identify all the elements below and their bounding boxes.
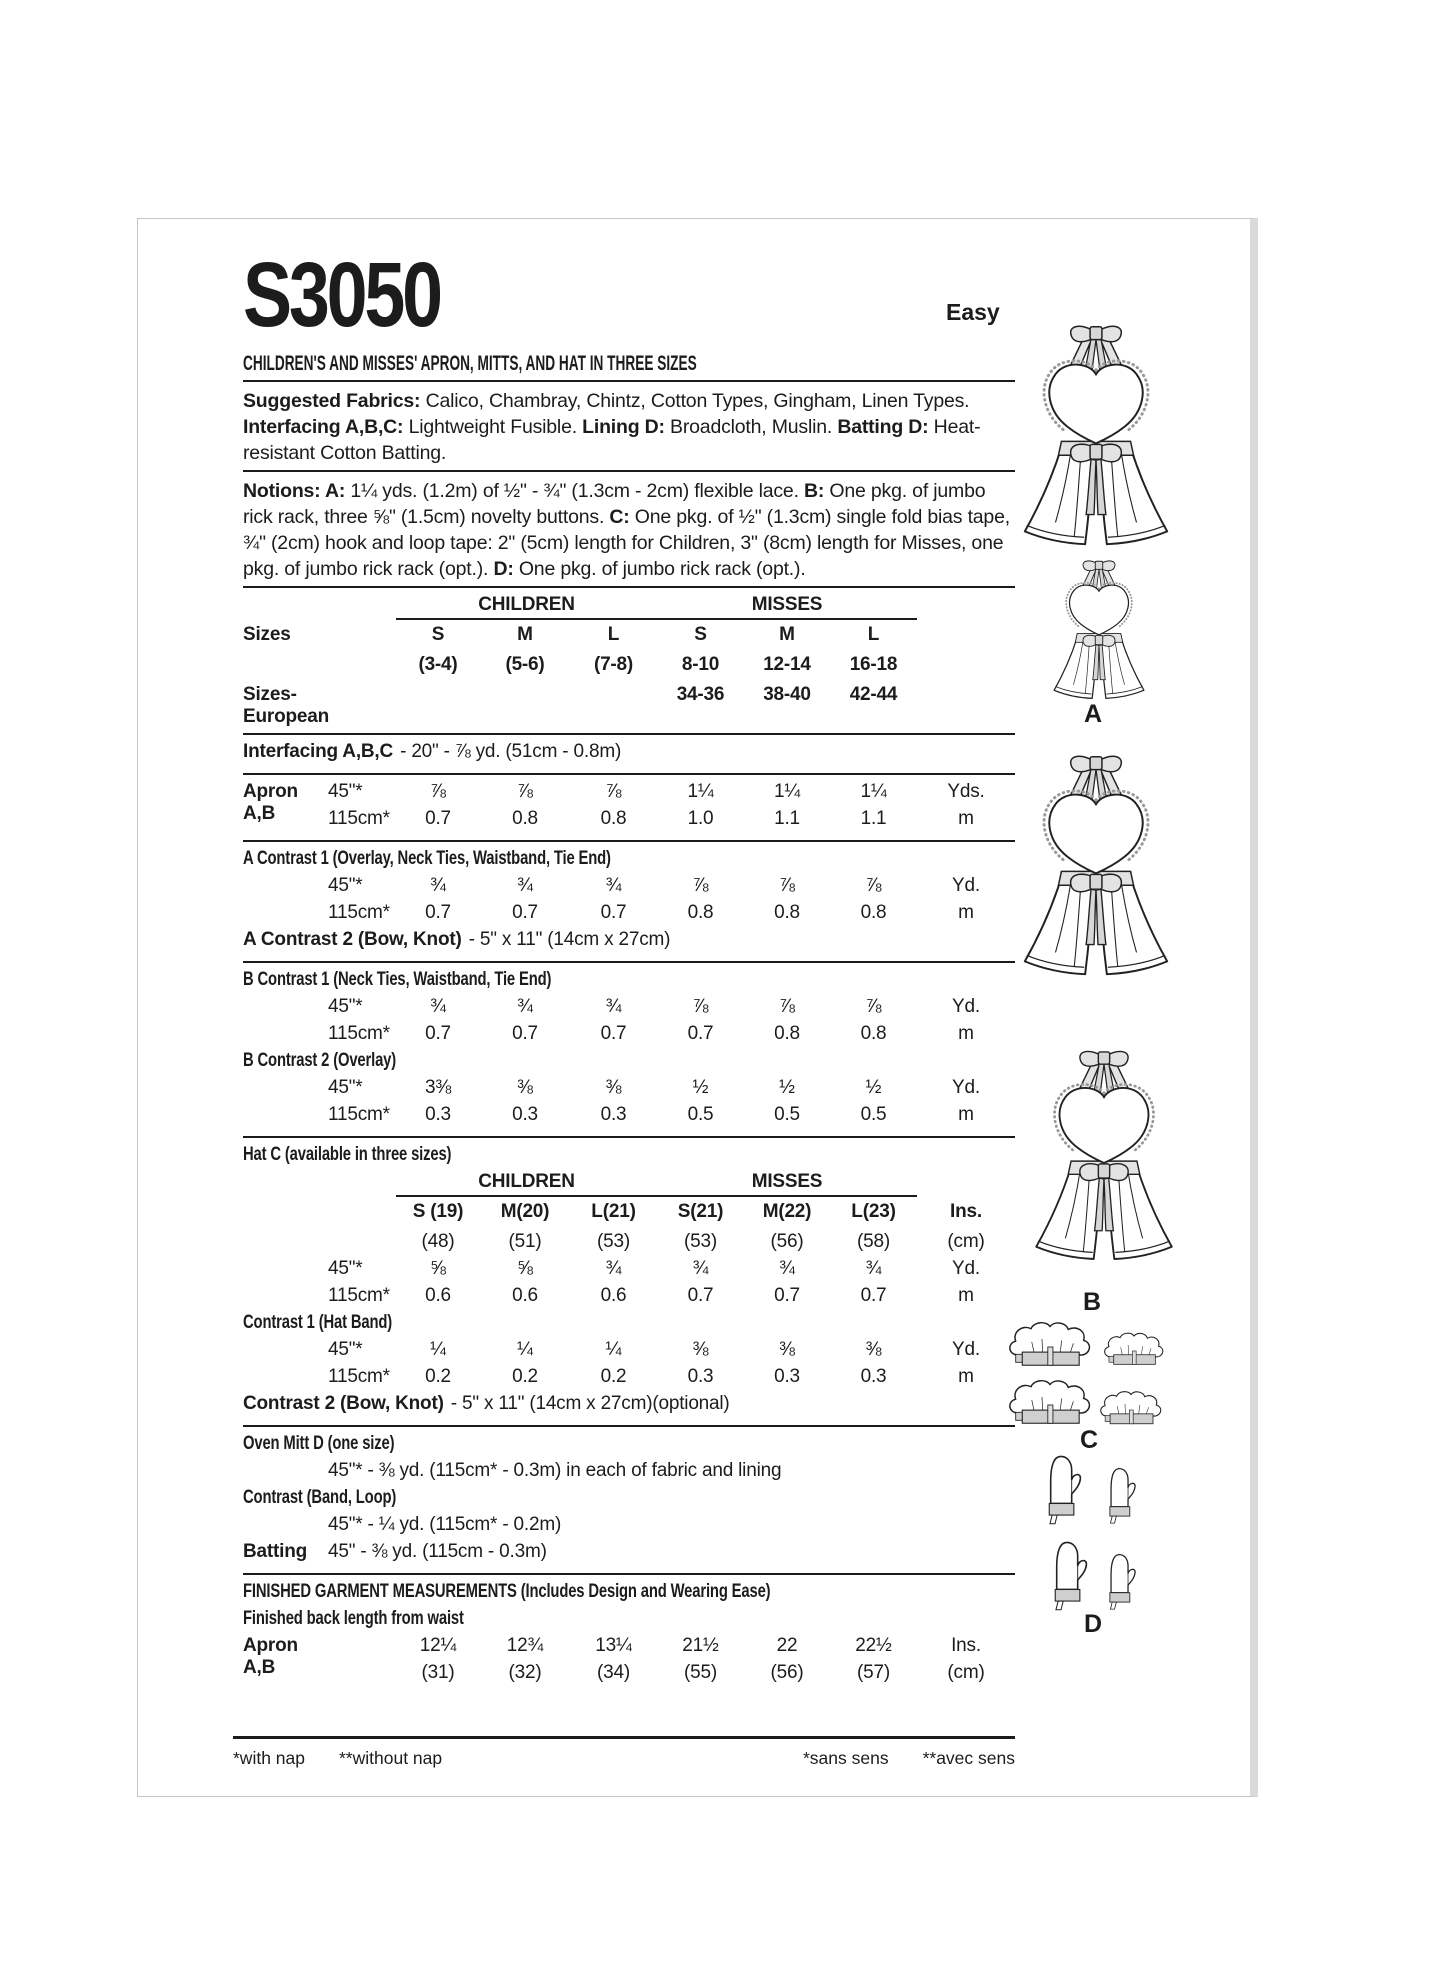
figure-label-b: B (1083, 1288, 1102, 1316)
table-cell: ⅞ (605, 781, 622, 802)
table-cell: 42-44 (849, 684, 898, 705)
table-cell: 0.7 (512, 1023, 538, 1044)
table-cell (243, 1581, 1015, 1603)
divider (243, 470, 1015, 472)
table-row (243, 1541, 1015, 1575)
table-cell: 45"* - ⅜ yd. (115cm* - 0.3m) in each of fabric and lining (328, 1460, 782, 1481)
table-cell: (7-8) (593, 654, 634, 675)
table-cell: 115cm* (328, 1366, 390, 1387)
table-cell: ⅜ (517, 1077, 533, 1098)
table-cell: m (958, 1104, 974, 1125)
table-cell: ⅞ (865, 996, 882, 1017)
difficulty-badge: Easy (946, 299, 1000, 325)
table-cell: 0.3 (425, 1104, 451, 1125)
table-cell: 45"* (328, 1077, 363, 1098)
table-cell: A Contrast 2 (Bow, Knot) - 5" x 11" (14cm x 27cm) (243, 929, 671, 950)
apron-view-a-back-illustration (1046, 556, 1152, 703)
figure-label-d: D (1084, 1610, 1103, 1638)
table-cell: 45"* (328, 875, 363, 896)
footer-note: *with nap (233, 1748, 305, 1768)
table-cell: 0.8 (774, 1023, 800, 1044)
table-cell: 13¼ (595, 1635, 632, 1656)
table-cell: Ins. (950, 1201, 982, 1222)
table-cell: ⅜ (779, 1339, 795, 1360)
table-cell: 1¼ (773, 781, 800, 802)
table-cell: 45"* (328, 1339, 363, 1360)
table-cell: M (517, 624, 533, 645)
table-row (243, 1608, 1015, 1635)
table-cell: ¾ (517, 875, 533, 896)
table-cell: 12-14 (763, 654, 811, 675)
table-cell: (3-4) (418, 654, 458, 675)
chef-hat-large-back-illustration (1006, 1378, 1094, 1432)
table-row (243, 1339, 1015, 1366)
table-row (243, 1393, 1015, 1427)
table-cell: Apron A,B (243, 781, 298, 824)
table-cell: 0.7 (512, 902, 538, 923)
table-cell: 0.8 (860, 902, 887, 923)
footer-note: *sans sens (802, 1748, 889, 1768)
fabrics-paragraph: Suggested Fabrics: Calico, Chambray, Chintz, Cotton Types, Gingham, Linen Types. Interfacing A,B,C: Lightweight Fusible. Lining D: Broadcloth, Muslin. Batting D: Heat-resistant Cotton Batting. (243, 390, 981, 464)
table-cell: 0.8 (774, 902, 800, 923)
table-cell: Interfacing A,B,C - 20" - ⅞ yd. (51cm - 0.8m) (243, 741, 622, 762)
table-cell: 45"* (328, 1258, 363, 1279)
table-cell: 0.7 (860, 1285, 887, 1306)
table-cell: MISSES (657, 594, 917, 620)
table-cell: L (867, 624, 880, 645)
table-cell: B Contrast 1 (Neck Ties, Waistband, Tie End) (243, 969, 552, 990)
table-cell: ¼ (605, 1339, 622, 1360)
table-cell: 45"* - ¼ yd. (115cm* - 0.2m) (328, 1514, 562, 1535)
table-cell (243, 969, 1015, 991)
table-cell: 0.8 (687, 902, 714, 923)
table-cell: Sizes-European (243, 684, 330, 727)
table-cell: M(20) (500, 1201, 550, 1222)
table-cell: Contrast 2 (Bow, Knot) - 5" x 11" (14cm x 27cm)(optional) (243, 1393, 730, 1414)
table-row (243, 1104, 1015, 1138)
table-cell: 0.5 (687, 1104, 714, 1125)
oven-mitt-small-illustration (1104, 1464, 1138, 1526)
table-cell: m (958, 1285, 974, 1306)
table-cell: 1.1 (774, 808, 800, 829)
table-row (243, 1662, 1015, 1689)
table-cell: ⅞ (692, 996, 709, 1017)
bold-text: C: (609, 506, 630, 528)
table-cell: ½ (779, 1077, 795, 1098)
table-cell: 115cm* (328, 1104, 390, 1125)
table-cell: ½ (692, 1077, 709, 1098)
table-row (243, 1460, 1015, 1487)
table-cell: 1¼ (687, 781, 714, 802)
table-cell: Oven Mitt D (one size) (243, 1433, 395, 1454)
table-cell: 45" - ⅜ yd. (115cm - 0.3m) (328, 1541, 547, 1562)
table-cell: (51) (508, 1231, 542, 1252)
yardage-table (243, 594, 1015, 1689)
bold-text: A Contrast 2 (Bow, Knot) (243, 929, 462, 950)
oven-mitt-large-back-illustration (1048, 1538, 1090, 1612)
table-cell: (53) (597, 1231, 630, 1252)
table-cell: 0.6 (600, 1285, 627, 1306)
table-cell: m (958, 1366, 974, 1387)
table-row (243, 875, 1015, 902)
table-cell: ¾ (779, 1258, 795, 1279)
bold-text: Notions: A: (243, 480, 346, 502)
table-row (243, 624, 1015, 654)
main-content (243, 352, 1015, 1689)
table-cell: (31) (421, 1662, 455, 1683)
table-cell: 16-18 (849, 654, 898, 675)
table-cell: 0.3 (687, 1366, 714, 1387)
oven-mitt-small-back-illustration (1104, 1550, 1138, 1612)
table-cell: ¾ (517, 996, 533, 1017)
table-cell: S (19) (412, 1201, 464, 1222)
table-cell: 21½ (682, 1635, 719, 1656)
table-cell: Ins. (951, 1635, 981, 1656)
table-cell: (56) (770, 1231, 804, 1252)
table-cell (243, 848, 1015, 870)
table-cell: (53) (684, 1231, 717, 1252)
table-row (243, 1050, 1015, 1077)
apron-view-b-front-illustration (1012, 748, 1180, 982)
table-cell: 0.5 (774, 1104, 800, 1125)
table-row (243, 1433, 1015, 1460)
table-cell: 1.1 (860, 808, 887, 829)
table-cell: 115cm* (328, 808, 390, 829)
table-cell: ¾ (430, 875, 446, 896)
table-cell: m (958, 1023, 974, 1044)
table-row (243, 594, 1015, 624)
table-cell: 0.7 (425, 1023, 451, 1044)
table-row (243, 1144, 1015, 1171)
table-cell: (57) (857, 1662, 890, 1683)
footer (233, 1736, 1015, 1769)
bold-text: Batting D: (837, 416, 929, 438)
table-cell: ⅞ (692, 875, 709, 896)
table-cell: Yd. (952, 1258, 980, 1279)
table-cell: 0.8 (860, 1023, 887, 1044)
table-cell: 8-10 (681, 654, 720, 675)
table-cell: ⅜ (605, 1077, 622, 1098)
table-cell: ¼ (517, 1339, 533, 1360)
table-cell: 45"* (328, 996, 363, 1017)
bold-text: D: (493, 558, 514, 580)
table-cell: (32) (508, 1662, 542, 1683)
table-cell: B Contrast 2 (Overlay) (243, 1050, 397, 1071)
table-row (243, 1231, 1015, 1258)
table-cell: m (958, 808, 974, 829)
table-cell: CHILDREN (396, 594, 657, 620)
table-cell: Apron A,B (243, 1635, 298, 1678)
table-cell: FINISHED GARMENT MEASUREMENTS (Includes Design and Wearing Ease) (243, 1581, 771, 1602)
table-cell: 45"* (328, 781, 363, 802)
bold-text: Interfacing A,B,C (243, 741, 394, 762)
footer-right (803, 1748, 1015, 1769)
table-cell: ⅞ (779, 875, 795, 896)
table-cell: ¾ (692, 1258, 709, 1279)
table-row (243, 1171, 1015, 1201)
table-cell: 0.5 (860, 1104, 887, 1125)
table-row (243, 929, 1015, 963)
table-cell: 0.3 (600, 1104, 627, 1125)
table-cell: (56) (770, 1662, 804, 1683)
table-cell: ¾ (865, 1258, 882, 1279)
table-cell: M (779, 624, 795, 645)
table-row (243, 684, 1015, 735)
table-cell: 0.6 (512, 1285, 538, 1306)
table-cell: 0.8 (600, 808, 627, 829)
table-cell: Finished back length from waist (243, 1608, 464, 1629)
table-cell: CHILDREN (396, 1171, 657, 1197)
table-cell: (5-6) (505, 654, 545, 675)
table-row (243, 1201, 1015, 1231)
table-cell: Batting (243, 1541, 308, 1562)
table-cell: 0.7 (687, 1023, 714, 1044)
notions-paragraph: Notions: A: 1¼ yds. (1.2m) of ½" - ¾" (1.3cm - 2cm) flexible lace. B: One pkg. of jumbo rick rack, three ⅝" (1.5cm) novelty buttons. C: One pkg. of ½" (1.3cm) single fold bias tape, ¾" (2cm) hook and loop tape: 2" (5cm) length for Children, 3" (8cm) length for Misses, one pkg. of jumbo rick rack (opt.). D: One pkg. of jumbo rick rack (opt.). (243, 480, 1010, 580)
table-cell (243, 1487, 1015, 1509)
table-cell: 1¼ (860, 781, 887, 802)
table-cell: Hat C (available in three sizes) (243, 1144, 452, 1165)
table-cell: M(22) (762, 1201, 812, 1222)
figure-label-a: A (1084, 700, 1103, 728)
table-cell: m (958, 902, 974, 923)
table-cell: ¾ (605, 996, 622, 1017)
table-cell: 0.7 (425, 808, 451, 829)
table-cell: L(23) (851, 1201, 896, 1222)
table-cell: MISSES (657, 1171, 917, 1197)
table-cell: ⅜ (865, 1339, 882, 1360)
table-cell: ½ (865, 1077, 882, 1098)
table-cell: ⅝ (517, 1258, 533, 1279)
table-cell: Yds. (947, 781, 985, 802)
table-row (243, 969, 1015, 996)
table-cell: L(21) (591, 1201, 636, 1222)
footer-left (233, 1748, 442, 1769)
table-cell: Yd. (952, 875, 980, 896)
footer-note: **without nap (339, 1748, 443, 1768)
table-cell: S(21) (677, 1201, 724, 1222)
table-cell: 0.7 (687, 1285, 714, 1306)
table-cell: Contrast (Band, Loop) (243, 1487, 397, 1508)
table-cell: ⅞ (779, 996, 795, 1017)
table-cell: 0.2 (600, 1366, 627, 1387)
table-row (243, 1285, 1015, 1312)
oven-mitt-large-illustration (1042, 1452, 1084, 1526)
table-cell: 22 (776, 1635, 798, 1656)
table-cell: 34-36 (676, 684, 725, 705)
table-cell: 0.7 (425, 902, 451, 923)
table-cell: 12¾ (506, 1635, 544, 1656)
apron-view-b-back-illustration (1024, 1044, 1184, 1266)
table-cell: Yd. (952, 996, 980, 1017)
bold-text: Contrast 2 (Bow, Knot) (243, 1393, 444, 1414)
table-cell: Yd. (952, 1339, 980, 1360)
bold-text: Lining D: (582, 416, 665, 438)
table-cell: ¾ (430, 996, 446, 1017)
table-row (243, 808, 1015, 842)
table-cell: ¾ (605, 1258, 622, 1279)
table-cell: ⅜ (692, 1339, 709, 1360)
table-cell: ¾ (605, 875, 622, 896)
footer-note: **avec sens (922, 1748, 1015, 1768)
table-cell: 38-40 (763, 684, 811, 705)
table-cell: (58) (857, 1231, 890, 1252)
table-cell: ⅞ (517, 781, 533, 802)
divider (243, 586, 1015, 588)
table-cell: 3⅜ (424, 1077, 451, 1098)
table-cell: (cm) (947, 1231, 985, 1252)
table-cell: (55) (684, 1662, 717, 1683)
table-row (243, 1258, 1015, 1285)
table-cell: Contrast 1 (Hat Band) (243, 1312, 393, 1333)
chef-hat-small-illustration (1102, 1331, 1166, 1371)
chef-hat-small-back-illustration (1098, 1389, 1164, 1431)
table-cell: L (607, 624, 620, 645)
bold-text: Interfacing A,B,C: (243, 416, 404, 438)
table-cell: 0.2 (425, 1366, 451, 1387)
table-cell: 0.8 (512, 808, 538, 829)
table-cell: 0.7 (600, 902, 627, 923)
table-row (243, 902, 1015, 929)
apron-view-a-front-illustration (1012, 318, 1180, 552)
table-row (243, 654, 1015, 684)
table-cell: (48) (421, 1231, 455, 1252)
chef-hat-large-illustration (1006, 1320, 1094, 1374)
table-cell: 0.3 (860, 1366, 887, 1387)
bold-text: B: (804, 480, 825, 502)
table-cell (243, 1050, 1015, 1072)
table-cell: A Contrast 1 (Overlay, Neck Ties, Waistband, Tie End) (243, 848, 611, 869)
table-row (243, 1581, 1015, 1608)
table-cell: Yd. (952, 1077, 980, 1098)
table-cell: S (431, 624, 445, 645)
table-cell: 0.6 (425, 1285, 451, 1306)
table-cell: (cm) (947, 1662, 985, 1683)
table-cell: S (694, 624, 707, 645)
table-cell (243, 1433, 1015, 1455)
table-row (243, 996, 1015, 1023)
table-row (243, 1312, 1015, 1339)
table-row (243, 741, 1015, 775)
table-cell: Sizes (243, 624, 291, 645)
table-cell: 22½ (855, 1635, 892, 1656)
table-row (243, 1487, 1015, 1514)
table-row (243, 1366, 1015, 1393)
divider (243, 380, 1015, 382)
table-cell: ¼ (430, 1339, 446, 1360)
page-title: CHILDREN'S AND MISSES' APRON, MITTS, AND HAT IN THREE SIZES (243, 352, 697, 375)
bold-text: Suggested Fabrics: (243, 390, 421, 412)
table-cell: 0.2 (512, 1366, 538, 1387)
figure-label-c: C (1080, 1426, 1099, 1454)
pattern-number: S3050 (243, 244, 440, 346)
table-cell: (34) (597, 1662, 630, 1683)
table-row (243, 1514, 1015, 1541)
table-cell: 1.0 (687, 808, 714, 829)
table-cell: ⅞ (865, 875, 882, 896)
table-cell: 115cm* (328, 1023, 390, 1044)
table-cell (243, 1312, 1015, 1334)
table-row (243, 1023, 1015, 1050)
table-cell: 12¼ (419, 1635, 457, 1656)
table-cell (243, 1144, 1015, 1166)
table-cell: 0.3 (774, 1366, 800, 1387)
table-cell: ⅝ (430, 1258, 446, 1279)
table-cell: 0.3 (512, 1104, 538, 1125)
table-cell: 0.7 (774, 1285, 800, 1306)
table-cell: ⅞ (430, 781, 446, 802)
table-cell: 0.7 (600, 1023, 627, 1044)
table-cell (243, 1608, 1015, 1630)
table-cell: 115cm* (328, 1285, 390, 1306)
table-cell: 115cm* (328, 902, 390, 923)
table-row (243, 848, 1015, 875)
table-row (243, 1077, 1015, 1104)
